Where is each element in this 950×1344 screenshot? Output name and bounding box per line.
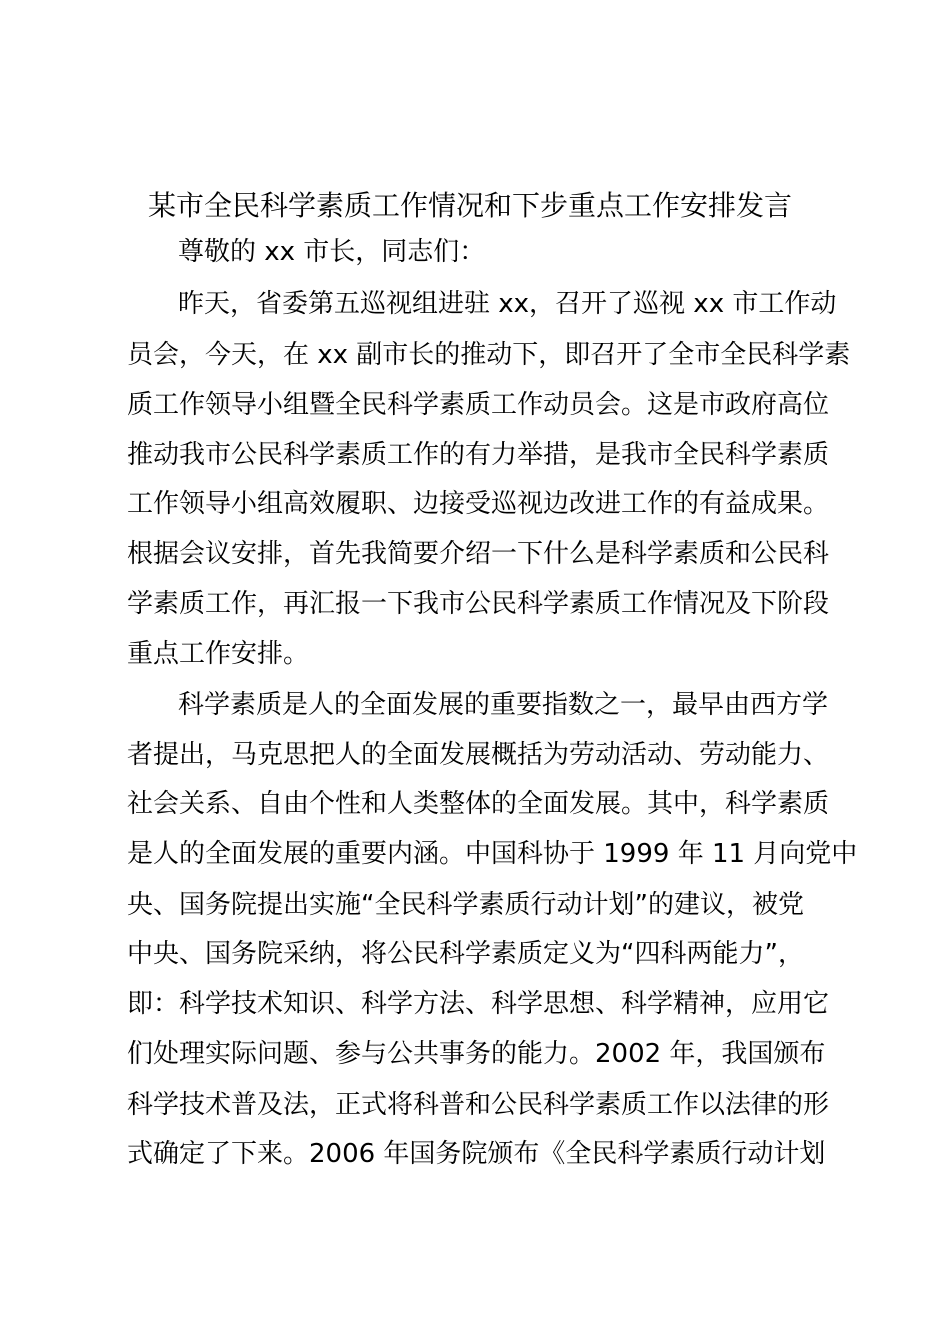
paragraph-2-line-4: 是人的全面发展的重要内涵。中国科协于 1999 年 11 月向党中 — [127, 839, 858, 869]
paragraph-1-line-5: 工作领导小组高效履职、边接受巡视边改进工作的有益成果。 — [127, 489, 830, 519]
paragraph-1-line-2: 员会，今天，在 xx 副市长的推动下，即召开了全市全民科学素 — [127, 340, 851, 370]
paragraph-2-line-3: 社会关系、自由个性和人类整体的全面发展。其中，科学素质 — [127, 789, 830, 819]
paragraph-1-line-7: 学素质工作，再汇报一下我市公民科学素质工作情况及下阶段 — [127, 589, 830, 619]
paragraph-1-line-6: 根据会议安排，首先我简要介绍一下什么是科学素质和公民科 — [127, 539, 830, 569]
paragraph-2-line-7: 即：科学技术知识、科学方法、科学思想、科学精神，应用它 — [127, 989, 830, 1019]
paragraph-2-line-5: 央、国务院提出实施“全民科学素质行动计划”的建议，被党 — [127, 890, 804, 920]
paragraph-2-line-9: 科学技术普及法，正式将科普和公民科学素质工作以法律的形 — [127, 1090, 830, 1120]
paragraph-2-line-1: 科学素质是人的全面发展的重要指数之一，最早由西方学 — [178, 690, 829, 720]
paragraph-1-line-3: 质工作领导小组暨全民科学素质工作动员会。这是市政府高位 — [127, 390, 830, 420]
paragraph-1-line-8: 重点工作安排。 — [127, 639, 310, 669]
paragraph-1-line-1: 昨天，省委第五巡视组进驻 xx，召开了巡视 xx 市工作动 — [178, 289, 837, 319]
salutation-line: 尊敬的 xx 市长，同志们： — [178, 237, 486, 267]
paragraph-2-line-8: 们处理实际问题、参与公共事务的能力。2002 年，我国颁布 — [127, 1039, 826, 1069]
paragraph-2-line-2: 者提出，马克思把人的全面发展概括为劳动活动、劳动能力、 — [127, 740, 830, 770]
paragraph-2-line-6: 中央、国务院采纳，将公民科学素质定义为“四科两能力”， — [127, 939, 804, 969]
document-title: 某市全民科学素质工作情况和下步重点工作安排发言 — [148, 189, 793, 222]
paragraph-2-line-10: 式确定了下来。2006 年国务院颁布《全民科学素质行动计划 — [127, 1139, 826, 1169]
paragraph-1-line-4: 推动我市公民科学素质工作的有力举措，是我市全民科学素质 — [127, 440, 830, 470]
